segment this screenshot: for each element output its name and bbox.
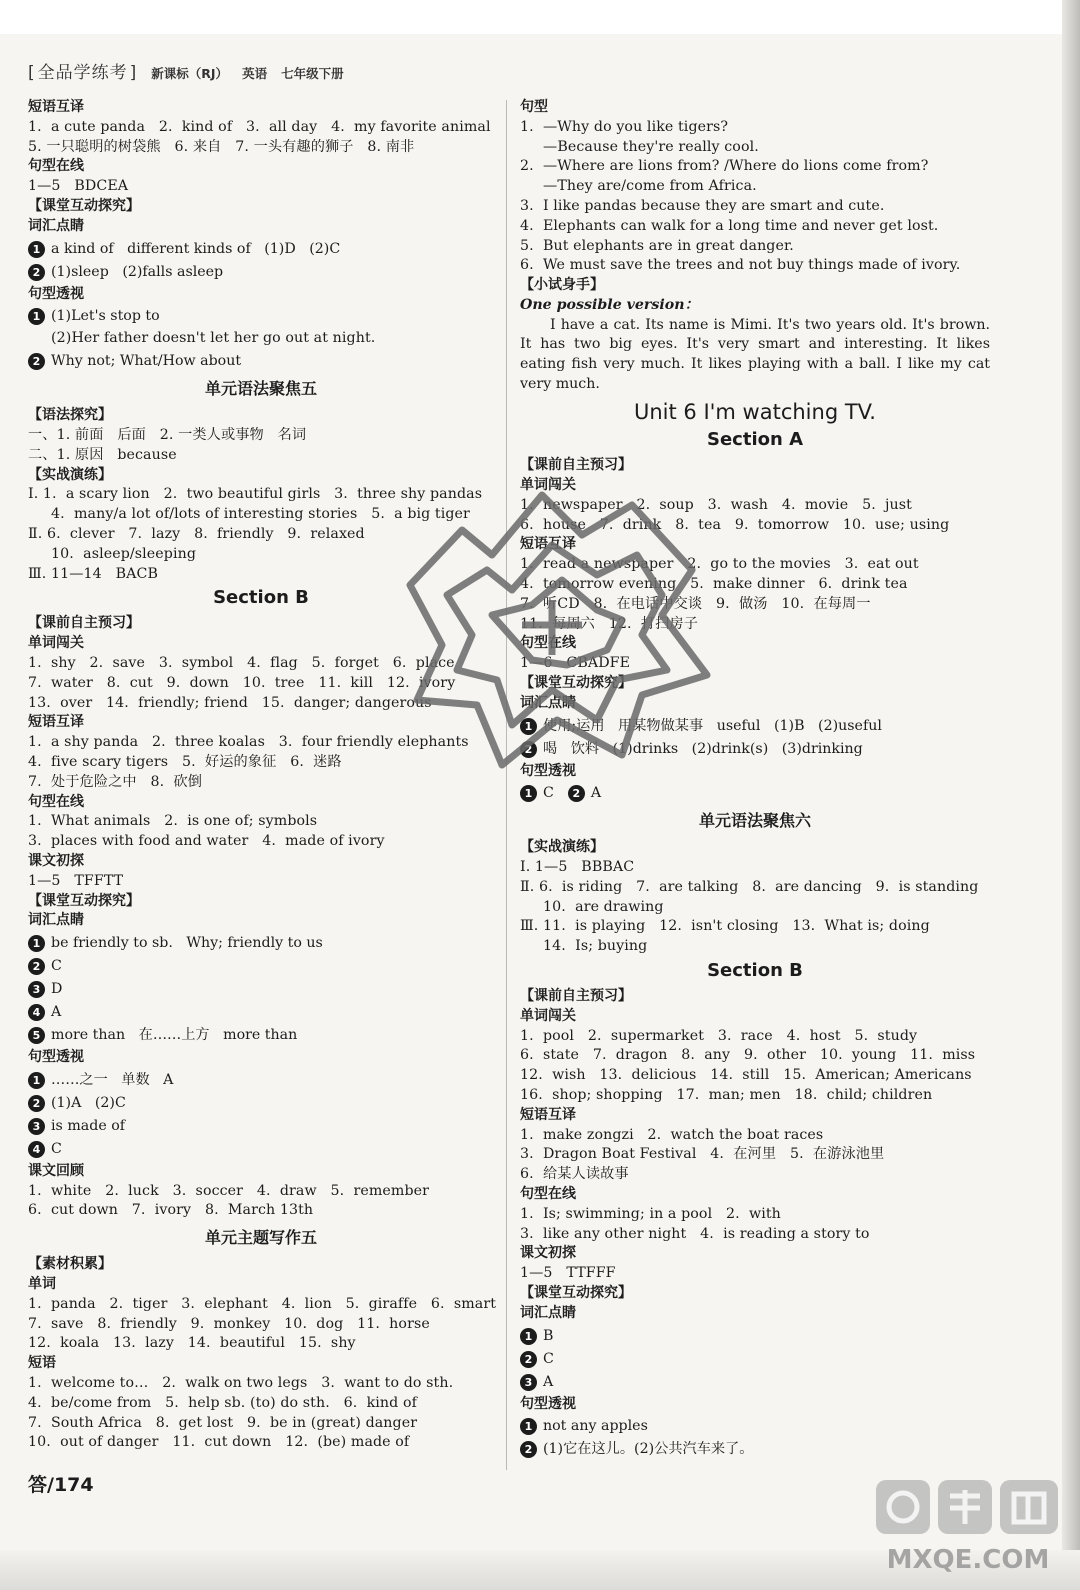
answer-text: a kind of different kinds of (1)D (2)C — [51, 240, 341, 257]
answer-text: C — [51, 1140, 62, 1157]
section-label: 【小试身手】 — [520, 277, 604, 294]
header-subject: 英语 — [242, 66, 268, 81]
section-label: 句型透视 — [28, 285, 84, 302]
circled-number-icon: 2 — [28, 264, 45, 281]
answer-line: 4. be/come from 5. help sb. (to) do sth. 6. kind of — [28, 1394, 417, 1411]
circled-number-icon: 3 — [28, 981, 45, 998]
version-label: One possible version： — [520, 296, 699, 313]
section-label: 词汇点睛 — [28, 217, 84, 234]
answer-line: 3. like any other night 4. is reading a story to — [520, 1225, 870, 1242]
answer-line: 1—5 BDCEA — [28, 178, 129, 195]
section-label: 课文初探 — [28, 852, 84, 869]
answer-text: B — [543, 1327, 554, 1344]
section-label: 句型透视 — [28, 1049, 84, 1066]
answer-line: 4. many/a lot of/lots of interesting stories 5. a big tiger — [28, 506, 470, 523]
answer-line: 10. out of danger 11. cut down 12. (be) made of — [28, 1434, 410, 1451]
section-label: 【语法探究】 — [28, 407, 112, 424]
answer-line: 1. white 2. luck 3. soccer 4. draw 5. remember — [28, 1182, 430, 1199]
answer-line: 7. South Africa 8. get lost 9. be in (great) danger — [28, 1414, 418, 1431]
circled-number-icon: 2 — [28, 353, 45, 370]
section-label: 句型在线 — [520, 1186, 576, 1203]
watermark-text: MXQE.COM — [886, 1545, 1050, 1575]
page-number: 答/174 — [28, 1474, 94, 1496]
answer-line: 14. Is; buying — [520, 938, 648, 955]
answer-line: 12. koala 13. lazy 14. beautiful 15. shy — [28, 1335, 356, 1352]
numbered-answer — [28, 1116, 494, 1137]
section-label: 【课前自主预习】 — [520, 457, 632, 474]
answer-line: 1. welcome to… 2. walk on two legs 3. want to do sth. — [28, 1375, 454, 1392]
scan-edge-bottom — [0, 1550, 1080, 1590]
circled-number-icon: 3 — [28, 1118, 45, 1135]
answer-line: 7. water 8. cut 9. down 10. tree 11. kill 12. ivory — [28, 674, 456, 691]
section-label: 【课堂互动探究】 — [28, 197, 140, 214]
section-label: 【课堂互动探究】 — [520, 1285, 632, 1302]
answer-line: 1. newspaper 2. soup 3. wash 4. movie 5. just — [520, 496, 912, 513]
section-label: 短语互译 — [28, 99, 84, 115]
numbered-answer — [520, 716, 990, 737]
answer-line: Ⅰ. 1—5 BBBAC — [520, 859, 635, 876]
answer-line: 1. a cute panda 2. kind of 3. all day 4. my favorite animal — [28, 118, 491, 135]
answer-line: 7. 处于危险之中 8. 砍倒 — [28, 773, 203, 790]
answer-line: 1. Is; swimming; in a pool 2. with — [520, 1205, 781, 1222]
answer-line: Ⅲ. 11. is playing 12. isn't closing 13. What is; doing — [520, 918, 930, 935]
section-label: 短语 — [28, 1355, 56, 1372]
answer-line: 1—5 TFFTT — [28, 872, 124, 889]
answer-line: 3. places with food and water 4. made of ivory — [28, 833, 385, 850]
answer-line: 2. —Where are lions from? /Where do lions come from? — [520, 158, 929, 175]
answer-text: be friendly to sb. Why; friendly to us — [51, 935, 323, 952]
numbered-answer — [28, 1002, 494, 1023]
circled-number-icon: 2 — [28, 1095, 45, 1112]
answer-line: Ⅲ. 11—14 BACB — [28, 565, 158, 582]
circled-number-icon: 4 — [28, 1004, 45, 1021]
section-label: 句型在线 — [28, 158, 84, 175]
answer-line: 1. read a newspaper 2. go to the movies 3. eat out — [520, 556, 919, 573]
answer-line: 6. house 7. drink 8. tea 9. tomorrow 10. use; using — [520, 516, 950, 533]
scan-edge-right — [1062, 0, 1080, 1590]
section-label: 课文初探 — [520, 1245, 576, 1262]
answer-line: 3. I like pandas because they are smart and cute. — [520, 197, 885, 214]
section-label: 句型 — [520, 99, 548, 115]
section-label: 句型透视 — [520, 762, 576, 779]
answer-line: 16. shop; shopping 17. man; men 18. child; children — [520, 1087, 933, 1104]
answer-text: not any apples — [543, 1418, 648, 1435]
section-label: 【课前自主预习】 — [520, 988, 632, 1005]
numbered-answer — [520, 739, 990, 760]
answer-text: C — [543, 1350, 554, 1367]
numbered-answer — [28, 262, 494, 283]
answer-line: 4. five scary tigers 5. 好运的象征 6. 迷路 — [28, 753, 342, 770]
answer-text: D — [51, 981, 63, 998]
section-label: 【实战演练】 — [28, 466, 112, 483]
answer-line: 1. shy 2. save 3. symbol 4. flag 5. forget 6. place — [28, 654, 455, 671]
numbered-answer — [28, 351, 494, 372]
answer-line: 10. asleep/sleeping — [28, 545, 197, 562]
section-label: 【课堂互动探究】 — [28, 892, 140, 909]
brand-name: [ 全品学练考 ] — [28, 58, 137, 83]
section-label: 单词闯关 — [520, 476, 576, 493]
numbered-answer — [28, 1093, 494, 1114]
section-heading: 单元语法聚焦五 — [204, 379, 317, 399]
circled-number-icon: 1 — [28, 1072, 45, 1089]
numbered-answer — [520, 1439, 990, 1460]
section-label: 单词闯关 — [520, 1007, 576, 1024]
answer-line: 12. wish 13. delicious 14. still 15. American; Americans — [520, 1067, 972, 1084]
section-label: 【素材积累】 — [28, 1256, 112, 1273]
circled-number-icon: 1 — [520, 718, 537, 735]
answer-text: Why not; What/How about — [51, 353, 242, 370]
answer-text: C — [543, 785, 554, 802]
answer-text: C — [51, 958, 62, 975]
answer-line: 1—5 TTFFF — [520, 1265, 616, 1282]
numbered-answer — [520, 1416, 990, 1437]
circled-number-icon: 3 — [520, 1374, 537, 1391]
right-column — [520, 98, 990, 1462]
answer-line: 3. Dragon Boat Festival 4. 在河里 5. 在游泳池里 — [520, 1146, 885, 1163]
circled-number-icon: 1 — [520, 785, 537, 802]
header-grade: 七年级下册 — [281, 66, 344, 81]
circled-number-icon: 2 — [520, 1351, 537, 1368]
section-subtitle: Section A — [707, 429, 803, 451]
answer-line: 6. 给某人读故事 — [520, 1166, 629, 1183]
answer-text: (1)Let's stop to — [51, 308, 160, 325]
section-label: 词汇点睛 — [520, 694, 576, 711]
section-label: 句型在线 — [28, 793, 84, 810]
answer-text: 使用;运用 用某物做某事 useful (1)B (2)useful — [543, 717, 882, 734]
circled-number-icon: 2 — [520, 741, 537, 758]
answer-line: Ⅱ. 6. is riding 7. are talking 8. are dancing 9. is standing — [520, 878, 979, 895]
answer-line: 4. tomorrow evening 5. make dinner 6. drink tea — [520, 575, 908, 592]
circled-number-icon: 2 — [520, 1441, 537, 1458]
numbered-answer — [28, 306, 494, 327]
answer-text: (1)它在这儿。(2)公共汽车来了。 — [543, 1441, 754, 1458]
header-subtitle: 新课标（RJ） — [151, 66, 229, 81]
section-label: 【实战演练】 — [520, 839, 604, 856]
answer-text: A — [543, 1373, 554, 1390]
answer-line: 7. 听CD 8. 在电话中交谈 9. 做汤 10. 在每周一 — [520, 595, 871, 612]
numbered-answer — [520, 1372, 990, 1393]
answer-line: 1. a shy panda 2. three koalas 3. four friendly elephants — [28, 734, 469, 751]
answer-text: A — [51, 1004, 62, 1021]
running-header — [28, 58, 344, 88]
left-column — [28, 98, 497, 1453]
scan-edge-top — [0, 0, 1080, 34]
answer-line: Ⅰ. 1. a scary lion 2. two beautiful girls 3. three shy pandas — [28, 486, 483, 503]
circled-number-icon: 1 — [28, 308, 45, 325]
answer-line: 6. cut down 7. ivory 8. March 13th — [28, 1202, 314, 1219]
answer-text: (1)A (2)C — [51, 1094, 126, 1111]
numbered-answer — [520, 1349, 990, 1370]
circled-number-icon: 1 — [28, 241, 45, 258]
circled-number-icon: 5 — [28, 1027, 45, 1044]
numbered-answer — [28, 1025, 494, 1046]
column-divider — [506, 100, 507, 1470]
section-heading: 单元主题写作五 — [204, 1228, 317, 1248]
unit-title: Unit 6 I'm watching TV. — [633, 400, 876, 425]
answer-line: 6. state 7. dragon 8. any 9. other 10. young 11. miss — [520, 1047, 976, 1064]
answer-line: 6. We must save the trees and not buy things made of ivory. — [520, 257, 961, 274]
answer-line: Ⅱ. 6. clever 7. lazy 8. friendly 9. relaxed — [28, 525, 365, 542]
answer-line: 1. pool 2. supermarket 3. race 4. host 5. study — [520, 1027, 918, 1044]
sample-paragraph: I have a cat. Its name is Mimi. It's two years old. It's brown. It has two big eyes. It's very smart and interesting. It likes eating fish very much. It likes playing with a ball. I like my cat very much. — [520, 316, 990, 392]
answer-text: (1)sleep (2)falls asleep — [51, 263, 224, 280]
circled-number-icon: 2 — [568, 785, 585, 802]
answer-text: A — [590, 785, 602, 802]
answer-line: 7. save 8. friendly 9. monkey 10. dog 11. horse — [28, 1315, 430, 1332]
circled-number-icon: 4 — [28, 1141, 45, 1158]
numbered-answer — [28, 956, 494, 977]
section-subtitle: Section B — [213, 587, 309, 609]
section-label: 词汇点睛 — [520, 1304, 576, 1321]
circled-number-icon: 1 — [520, 1328, 537, 1345]
answer-line: 13. over 14. friendly; friend 15. danger; dangerous — [28, 694, 432, 711]
numbered-answer-pair — [520, 783, 990, 804]
circled-number-icon: 1 — [520, 1418, 537, 1435]
answer-line: 一、1. 前面 后面 2. 一类人或事物 名词 — [28, 426, 307, 443]
answer-line: 1. What animals 2. is one of; symbols — [28, 813, 318, 830]
section-label: 单词闯关 — [28, 635, 84, 652]
answer-text: is made of — [51, 1117, 126, 1134]
answer-line: —They are/come from Africa. — [520, 178, 757, 195]
answer-text: 喝 饮料 (1)drinks (2)drink(s) (3)drinking — [543, 740, 863, 757]
section-label: 课文回顾 — [28, 1162, 84, 1179]
answer-line: —Because they're really cool. — [520, 138, 759, 155]
numbered-answer — [28, 1139, 494, 1160]
answer-line: 1—6 CBADFE — [520, 655, 631, 672]
section-label: 单词 — [28, 1276, 56, 1293]
answer-text: more than 在……上方 more than — [51, 1027, 298, 1044]
section-subtitle: Section B — [707, 960, 803, 982]
answer-line: 5. 一只聪明的树袋熊 6. 来自 7. 一头有趣的狮子 8. 南非 — [28, 138, 415, 155]
numbered-answer — [28, 933, 494, 954]
answer-line: 1. make zongzi 2. watch the boat races — [520, 1126, 824, 1143]
circled-number-icon: 2 — [28, 958, 45, 975]
answer-line: (2)Her father doesn't let her go out at night. — [28, 330, 376, 347]
numbered-answer — [28, 1070, 494, 1091]
section-label: 【课堂互动探究】 — [520, 674, 632, 691]
numbered-answer — [520, 1326, 990, 1347]
answer-line: 5. But elephants are in great danger. — [520, 237, 794, 254]
answer-line: 4. Elephants can walk for a long time and never get lost. — [520, 217, 939, 234]
answer-text: ……之一 单数 A — [51, 1071, 174, 1088]
section-label: 句型在线 — [520, 635, 576, 652]
answer-line: 11. 每周六 12. 打扫房子 — [520, 615, 699, 632]
answer-line: 1. panda 2. tiger 3. elephant 4. lion 5. giraffe 6. smart — [28, 1295, 497, 1312]
answer-line: 1. —Why do you like tigers? — [520, 118, 729, 135]
circled-number-icon: 1 — [28, 935, 45, 952]
numbered-answer — [28, 979, 494, 1000]
section-label: 短语互译 — [520, 536, 576, 553]
section-label: 【课前自主预习】 — [28, 615, 140, 632]
section-label: 句型透视 — [520, 1395, 576, 1412]
answer-line: 二、1. 原因 because — [28, 446, 177, 463]
section-label: 短语互译 — [520, 1106, 576, 1123]
section-label: 词汇点睛 — [28, 912, 84, 929]
numbered-answer — [28, 239, 494, 260]
answer-line: 10. are drawing — [520, 898, 664, 915]
section-heading: 单元语法聚焦六 — [698, 811, 811, 831]
section-label: 短语互译 — [28, 714, 84, 731]
